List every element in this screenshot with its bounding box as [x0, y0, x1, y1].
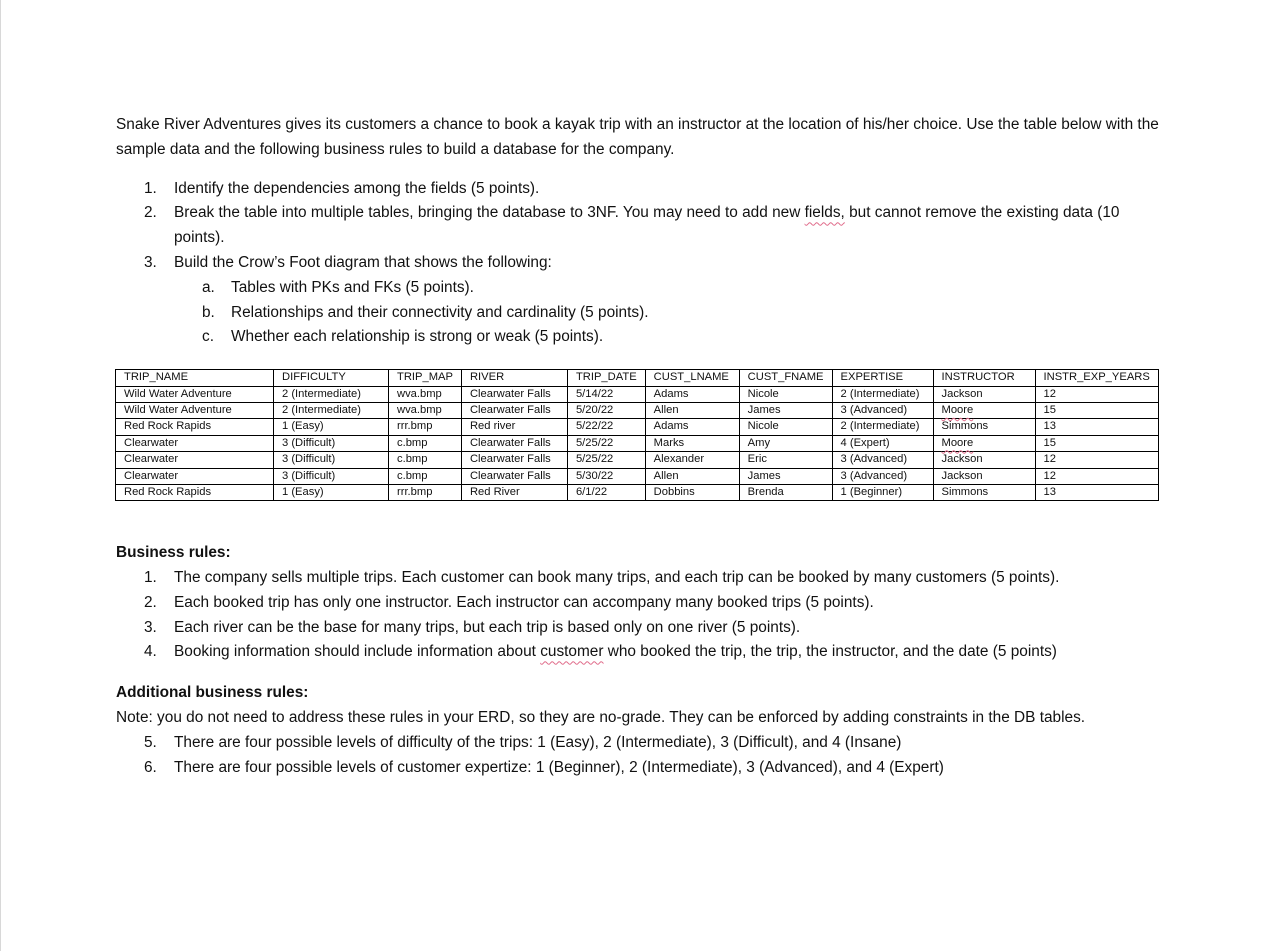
table-cell: Clearwater: [116, 435, 274, 451]
table-cell: c.bmp: [389, 468, 462, 484]
table-cell: Clearwater Falls: [461, 402, 567, 418]
table-cell: 2 (Intermediate): [832, 386, 933, 402]
table-row: [116, 386, 1159, 402]
column-header: INSTRUCTOR: [933, 370, 1035, 386]
column-header: TRIP_MAP: [389, 370, 462, 386]
table-cell: 13: [1035, 484, 1158, 500]
rule-text: There are four possible levels of difficulty of the trips: 1 (Easy), 2 (Intermediate), 3 (Difficult), and 4 (Insane): [174, 733, 902, 751]
table-cell: 3 (Advanced): [832, 452, 933, 468]
rule-item: [116, 731, 1161, 756]
subtask-item: [116, 276, 1161, 301]
table-cell: Clearwater: [116, 468, 274, 484]
column-header: CUST_FNAME: [739, 370, 832, 386]
table-cell: Jackson: [933, 468, 1035, 484]
table-cell: 3 (Difficult): [274, 435, 389, 451]
table-cell: Eric: [739, 452, 832, 468]
subtask-text: Relationships and their connectivity and cardinality (5 points).: [231, 303, 649, 321]
spellcheck-flagged-word[interactable]: Moore: [941, 436, 974, 449]
table-row: [116, 419, 1159, 435]
rule-text-end: who booked the trip, the trip, the instructor, and the date (5 points): [603, 643, 1057, 661]
table-cell: 3 (Advanced): [832, 468, 933, 484]
table-cell: c.bmp: [389, 452, 462, 468]
rule-item: [116, 591, 1161, 616]
business-rules-section: [116, 541, 1161, 665]
table-cell: 5/22/22: [567, 419, 645, 435]
table-cell: 12: [1035, 468, 1158, 484]
table-cell: 12: [1035, 386, 1158, 402]
table-cell: 2 (Intermediate): [274, 402, 389, 418]
table-cell: wva.bmp: [389, 386, 462, 402]
subtask-letter: b.: [202, 303, 215, 321]
table-cell: 5/14/22: [567, 386, 645, 402]
table-cell: Red River: [461, 484, 567, 500]
table-cell: Red Rock Rapids: [116, 484, 274, 500]
table-cell: rrr.bmp: [389, 484, 462, 500]
intro-paragraph: Snake River Adventures gives its customers a chance to book a kayak trip with an instructor at the location of his/her choice. Use the table below with the sample data and the following business rules to build a database for the company.: [116, 116, 1159, 158]
table-header-row: [116, 370, 1159, 386]
task-text-end: but cannot remove the existing data (10 points).: [174, 204, 1120, 247]
subtask-letter: c.: [202, 328, 214, 346]
table-cell: Clearwater Falls: [461, 468, 567, 484]
subtask-item: [116, 301, 1161, 326]
table-cell: Clearwater Falls: [461, 435, 567, 451]
table-cell: 1 (Easy): [274, 419, 389, 435]
subtask-text: Whether each relationship is strong or weak (5 points).: [231, 328, 604, 346]
column-header: TRIP_NAME: [116, 370, 274, 386]
table-cell: Red river: [461, 419, 567, 435]
spellcheck-flagged-word[interactable]: Moore: [941, 403, 974, 416]
rule-number: 4.: [144, 643, 157, 661]
task-number: 3.: [144, 253, 157, 271]
table-cell: 4 (Expert): [832, 435, 933, 451]
table-cell: Clearwater: [116, 452, 274, 468]
table-cell: 3 (Difficult): [274, 468, 389, 484]
document-body: [116, 113, 1161, 780]
task-item: [116, 177, 1161, 202]
table-cell: Alexander: [645, 452, 739, 468]
task-number: 1.: [144, 179, 157, 197]
table-row: [116, 468, 1159, 484]
rule-text: There are four possible levels of customer expertize: 1 (Beginner), 2 (Intermediate), 3 (Advanced), and 4 (Expert): [174, 758, 944, 776]
business-rules-list: [116, 566, 1161, 665]
rule-text-start: Booking information should include information about: [174, 643, 541, 661]
table-cell: 5/30/22: [567, 468, 645, 484]
table-cell: 5/25/22: [567, 452, 645, 468]
table-cell: Clearwater Falls: [461, 386, 567, 402]
table-cell: Wild Water Adventure: [116, 386, 274, 402]
table-cell: Simmons: [933, 484, 1035, 500]
table-cell: wva.bmp: [389, 402, 462, 418]
rule-number: 6.: [144, 758, 157, 776]
table-cell: 2 (Intermediate): [832, 419, 933, 435]
rule-item: [116, 566, 1161, 591]
rule-text: Each booked trip has only one instructor. Each instructor can accompany many booked trips (5 points).: [174, 593, 874, 611]
table-cell: Allen: [645, 468, 739, 484]
additional-rules-heading: Additional business rules:: [116, 684, 309, 702]
subtask-text: Tables with PKs and FKs (5 points).: [231, 278, 474, 296]
table-cell: 1 (Easy): [274, 484, 389, 500]
column-header: TRIP_DATE: [567, 370, 645, 386]
rule-item: [116, 640, 1161, 665]
table-cell: 3 (Difficult): [274, 452, 389, 468]
table-cell: Jackson: [933, 452, 1035, 468]
table-cell: Allen: [645, 402, 739, 418]
task-item: [116, 251, 1161, 276]
table-cell: 12: [1035, 452, 1158, 468]
column-header: RIVER: [461, 370, 567, 386]
table-cell: 6/1/22: [567, 484, 645, 500]
page-left-edge: [0, 0, 1, 951]
task-text-start: Break the table into multiple tables, bringing the database to 3NF. You may need to add new: [174, 204, 805, 222]
rule-number: 5.: [144, 733, 157, 751]
table-cell: Adams: [645, 419, 739, 435]
table-cell: Wild Water Adventure: [116, 402, 274, 418]
sample-data-table: [115, 369, 1159, 501]
table-cell: Brenda: [739, 484, 832, 500]
table-row: [116, 452, 1159, 468]
subtask-letter: a.: [202, 278, 215, 296]
business-rules-heading: Business rules:: [116, 544, 231, 562]
subtask-item: [116, 325, 1161, 350]
table-cell: 5/20/22: [567, 402, 645, 418]
table-cell: rrr.bmp: [389, 419, 462, 435]
table-cell: 15: [1035, 435, 1158, 451]
column-header: INSTR_EXP_YEARS: [1035, 370, 1158, 386]
rule-number: 3.: [144, 618, 157, 636]
table-cell: Simmons: [933, 419, 1035, 435]
table-cell: c.bmp: [389, 435, 462, 451]
table-cell: Amy: [739, 435, 832, 451]
additional-rules-section: [116, 681, 1161, 780]
table-row: [116, 484, 1159, 500]
table-cell: Clearwater Falls: [461, 452, 567, 468]
table-cell: 2 (Intermediate): [274, 386, 389, 402]
task-item: [116, 201, 1161, 251]
table-cell: Marks: [645, 435, 739, 451]
rule-text: The company sells multiple trips. Each customer can book many trips, and each trip can be booked by many customers (5 points).: [174, 569, 1060, 587]
rule-number: 1.: [144, 569, 157, 587]
rule-item: [116, 756, 1161, 781]
spellcheck-flagged-word[interactable]: fields,: [804, 204, 845, 222]
table-cell: Dobbins: [645, 484, 739, 500]
table-cell: Red Rock Rapids: [116, 419, 274, 435]
table-cell: 1 (Beginner): [832, 484, 933, 500]
column-header: DIFFICULTY: [274, 370, 389, 386]
table-cell: 15: [1035, 402, 1158, 418]
additional-rules-note: Note: you do not need to address these rules in your ERD, so they are no-grade. They can be enforced by adding constraints in the DB tables.: [116, 709, 1086, 727]
task-number: 2.: [144, 204, 157, 222]
task-text: Identify the dependencies among the fields (5 points).: [174, 179, 540, 197]
table-cell: 13: [1035, 419, 1158, 435]
table-cell: Adams: [645, 386, 739, 402]
task-text: Build the Crow’s Foot diagram that shows the following:: [174, 253, 552, 271]
column-header: CUST_LNAME: [645, 370, 739, 386]
table-cell: Nicole: [739, 419, 832, 435]
rule-text: Each river can be the base for many trips, but each trip is based only on one river (5 points).: [174, 618, 801, 636]
table-row: [116, 402, 1159, 418]
task-list: [116, 177, 1161, 351]
table-cell: James: [739, 402, 832, 418]
additional-rules-list: [116, 731, 1161, 781]
spellcheck-flagged-word[interactable]: customer: [540, 643, 604, 661]
table-cell-flagged: [933, 402, 1035, 418]
table-cell-flagged: [933, 435, 1035, 451]
table-cell: Jackson: [933, 386, 1035, 402]
table-row: [116, 435, 1159, 451]
table-cell: Nicole: [739, 386, 832, 402]
column-header: EXPERTISE: [832, 370, 933, 386]
table-cell: James: [739, 468, 832, 484]
rule-item: [116, 616, 1161, 641]
rule-number: 2.: [144, 593, 157, 611]
table-cell: 3 (Advanced): [832, 402, 933, 418]
table-cell: 5/25/22: [567, 435, 645, 451]
